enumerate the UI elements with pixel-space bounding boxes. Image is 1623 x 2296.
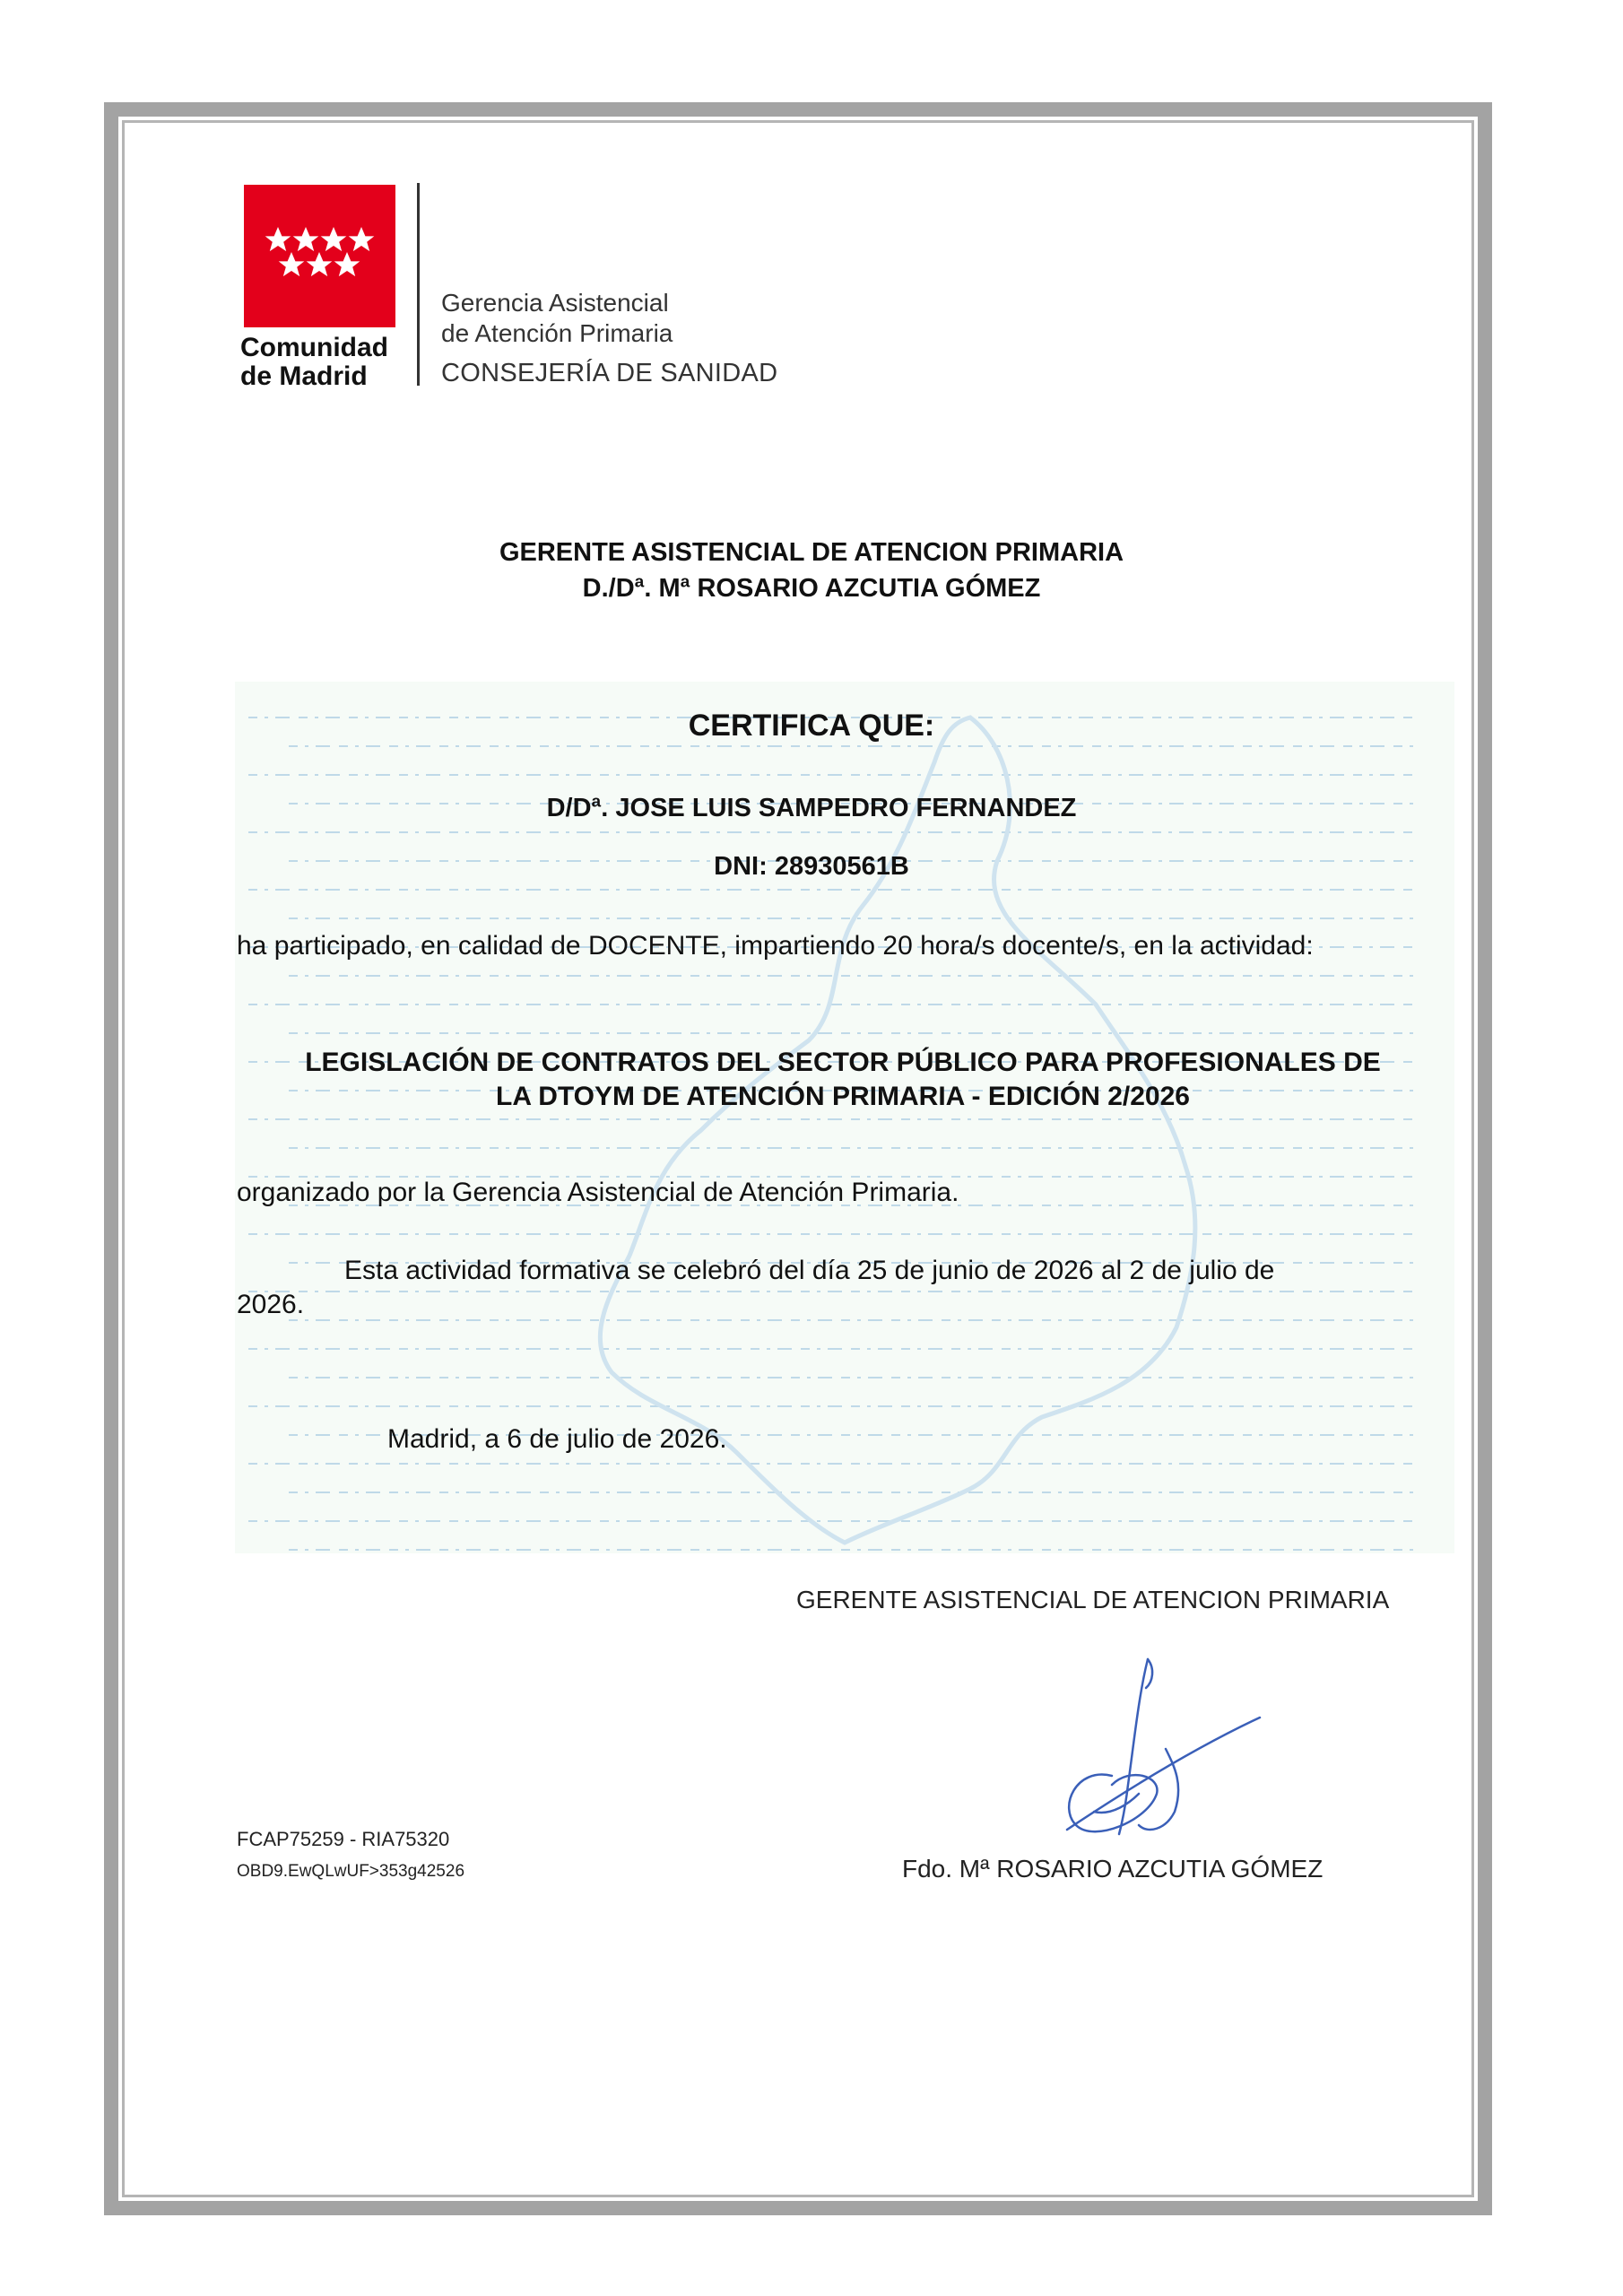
logo-divider [417,183,420,386]
reference-code2: OBD9.EwQLwUF>353g42526 [237,1862,465,1881]
logo-name-line1: Comunidad [240,333,388,362]
dates-text-line1: Esta actividad formativa se celebró del día 25 de junio de 2026 al 2 de julio de [344,1256,1275,1285]
header-person: D./Dª. Mª ROSARIO AZCUTIA GÓMEZ [582,574,1041,603]
recipient-dni: DNI: 28930561B [714,852,909,881]
header-title: GERENTE ASISTENCIAL DE ATENCION PRIMARIA [499,538,1124,567]
signed-by: Fdo. Mª ROSARIO AZCUTIA GÓMEZ [902,1855,1324,1883]
reference-code1: FCAP75259 - RIA75320 [237,1828,450,1850]
participation-text: ha participado, en calidad de DOCENTE, impartiendo 20 hora/s docente/s, en la actividad: [237,931,1314,961]
course-title-line2: LA DTOYM DE ATENCIÓN PRIMARIA - EDICIÓN 2/2026 [496,1082,1190,1111]
organized-by-text: organizado por la Gerencia Asistencial de Atención Primaria. [237,1178,959,1207]
logo-name-line2: de Madrid [240,361,368,391]
course-title-line1: LEGISLACIÓN DE CONTRATOS DEL SECTOR PÚBLICO PARA PROFESIONALES DE [305,1048,1381,1077]
org-line3: CONSEJERÍA DE SANIDAD [441,359,778,387]
dates-text-line2: 2026. [237,1290,305,1319]
region-map-outline [600,718,1195,1543]
org-line2: de Atención Primaria [441,319,673,347]
signer-role: GERENTE ASISTENCIAL DE ATENCION PRIMARIA [796,1586,1390,1613]
org-line1: Gerencia Asistencial [441,289,669,317]
stars-flag-icon [244,185,395,327]
logo-name [240,334,402,391]
handwritten-signature [1040,1641,1273,1857]
certifica-heading: CERTIFICA QUE: [688,709,935,743]
recipient-name: D/Dª. JOSE LUIS SAMPEDRO FERNANDEZ [546,794,1077,822]
place-date: Madrid, a 6 de julio de 2026. [387,1424,727,1454]
